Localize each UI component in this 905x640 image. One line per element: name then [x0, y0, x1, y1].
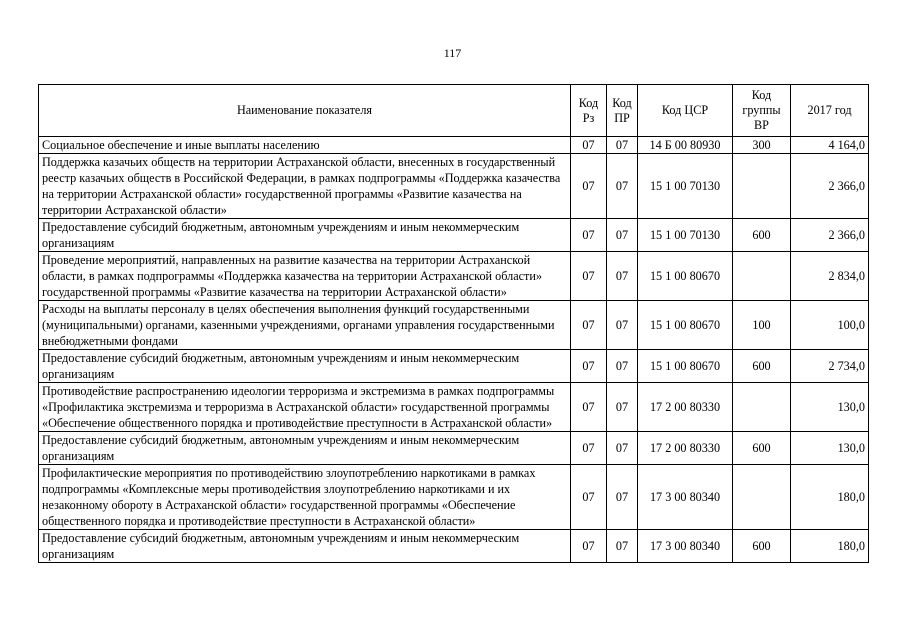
- row-rz: 07: [571, 383, 607, 432]
- row-pr: 07: [607, 154, 638, 219]
- row-vr: 300: [733, 137, 791, 154]
- header-pr: Код ПР: [607, 85, 638, 137]
- row-vr: [733, 383, 791, 432]
- table-row: [39, 350, 869, 383]
- row-rz: 07: [571, 350, 607, 383]
- row-amount: 2 366,0: [791, 154, 869, 219]
- row-pr: 07: [607, 252, 638, 301]
- row-csr: 15 1 00 70130: [638, 154, 733, 219]
- table-row: [39, 530, 869, 563]
- row-vr: 600: [733, 350, 791, 383]
- row-name: Предоставление субсидий бюджетным, автономным учреждениям и иным некоммерческим организациям: [39, 219, 571, 252]
- row-vr: 600: [733, 219, 791, 252]
- row-rz: 07: [571, 432, 607, 465]
- row-rz: 07: [571, 137, 607, 154]
- row-vr: [733, 154, 791, 219]
- row-pr: 07: [607, 432, 638, 465]
- row-name: Противодействие распространению идеологии терроризма и экстремизма в рамках подпрограммы «Профилактика экстремизма и терроризма в Астраханской области» государственной программы «Обеспечение общественного порядка и противодействие преступности в Астраханской области»: [39, 383, 571, 432]
- row-amount: 130,0: [791, 432, 869, 465]
- header-rz: Код Рз: [571, 85, 607, 137]
- row-pr: 07: [607, 219, 638, 252]
- table-row: [39, 383, 869, 432]
- row-name: Проведение мероприятий, направленных на развитие казачества на территории Астраханской области, в рамках подпрограммы «Поддержка казачества на территории Астраханской области» государственной программы «Развитие казачества на территории Астраханской области»: [39, 252, 571, 301]
- row-pr: 07: [607, 350, 638, 383]
- row-name: Предоставление субсидий бюджетным, автономным учреждениям и иным некоммерческим организациям: [39, 530, 571, 563]
- row-amount: 100,0: [791, 301, 869, 350]
- row-csr: 14 Б 00 80930: [638, 137, 733, 154]
- table-row: [39, 219, 869, 252]
- header-name: Наименование показателя: [39, 85, 571, 137]
- row-csr: 15 1 00 80670: [638, 252, 733, 301]
- row-vr: 600: [733, 432, 791, 465]
- row-amount: 130,0: [791, 383, 869, 432]
- row-pr: 07: [607, 301, 638, 350]
- row-rz: 07: [571, 301, 607, 350]
- row-amount: 2 366,0: [791, 219, 869, 252]
- row-name: Профилактические мероприятия по противодействию злоупотреблению наркотиками в рамках подпрограммы «Комплексные меры противодействия злоупотреблению наркотиками и их незаконному обороту в Астраханской области» государственной программы «Обеспечение общественного порядка и противодействие преступности в Астраханской области»: [39, 465, 571, 530]
- header-vr: Код группы ВР: [733, 85, 791, 137]
- row-vr: [733, 465, 791, 530]
- table-row: [39, 252, 869, 301]
- page-number: 117: [443, 46, 462, 60]
- row-amount: 2 834,0: [791, 252, 869, 301]
- row-rz: 07: [571, 252, 607, 301]
- row-csr: 17 2 00 80330: [638, 432, 733, 465]
- row-name: Социальное обеспечение и иные выплаты населению: [39, 137, 571, 154]
- row-pr: 07: [607, 530, 638, 563]
- table-header-row: [39, 85, 869, 137]
- row-name: Предоставление субсидий бюджетным, автономным учреждениям и иным некоммерческим организациям: [39, 432, 571, 465]
- row-amount: 2 734,0: [791, 350, 869, 383]
- row-vr: [733, 252, 791, 301]
- row-amount: 180,0: [791, 465, 869, 530]
- row-csr: 15 1 00 70130: [638, 219, 733, 252]
- table-row: [39, 154, 869, 219]
- row-name: Предоставление субсидий бюджетным, автономным учреждениям и иным некоммерческим организациям: [39, 350, 571, 383]
- table-row: [39, 465, 869, 530]
- row-csr: 15 1 00 80670: [638, 350, 733, 383]
- row-rz: 07: [571, 465, 607, 530]
- row-pr: 07: [607, 137, 638, 154]
- table-row: [39, 432, 869, 465]
- row-rz: 07: [571, 219, 607, 252]
- row-amount: 180,0: [791, 530, 869, 563]
- row-amount: 4 164,0: [791, 137, 869, 154]
- table-row: [39, 301, 869, 350]
- row-pr: 07: [607, 383, 638, 432]
- row-rz: 07: [571, 530, 607, 563]
- row-pr: 07: [607, 465, 638, 530]
- row-csr: 17 3 00 80340: [638, 465, 733, 530]
- row-csr: 17 2 00 80330: [638, 383, 733, 432]
- budget-table: [38, 84, 869, 563]
- header-csr: Код ЦСР: [638, 85, 733, 137]
- table-row: [39, 137, 869, 154]
- header-year: 2017 год: [791, 85, 869, 137]
- row-rz: 07: [571, 154, 607, 219]
- row-name: Поддержка казачьих обществ на территории Астраханской области, внесенных в государственный реестр казачьих обществ в Российской Федерации, в рамках подпрограммы «Поддержка казачества на территории Астраханской области» государственной программы «Развитие казачества на территории Астраханской области»: [39, 154, 571, 219]
- row-vr: 600: [733, 530, 791, 563]
- row-vr: 100: [733, 301, 791, 350]
- row-name: Расходы на выплаты персоналу в целях обеспечения выполнения функций государственными (муниципальными) органами, казенными учреждениями, органами управления государственными внебюджетными фондами: [39, 301, 571, 350]
- row-csr: 15 1 00 80670: [638, 301, 733, 350]
- row-csr: 17 3 00 80340: [638, 530, 733, 563]
